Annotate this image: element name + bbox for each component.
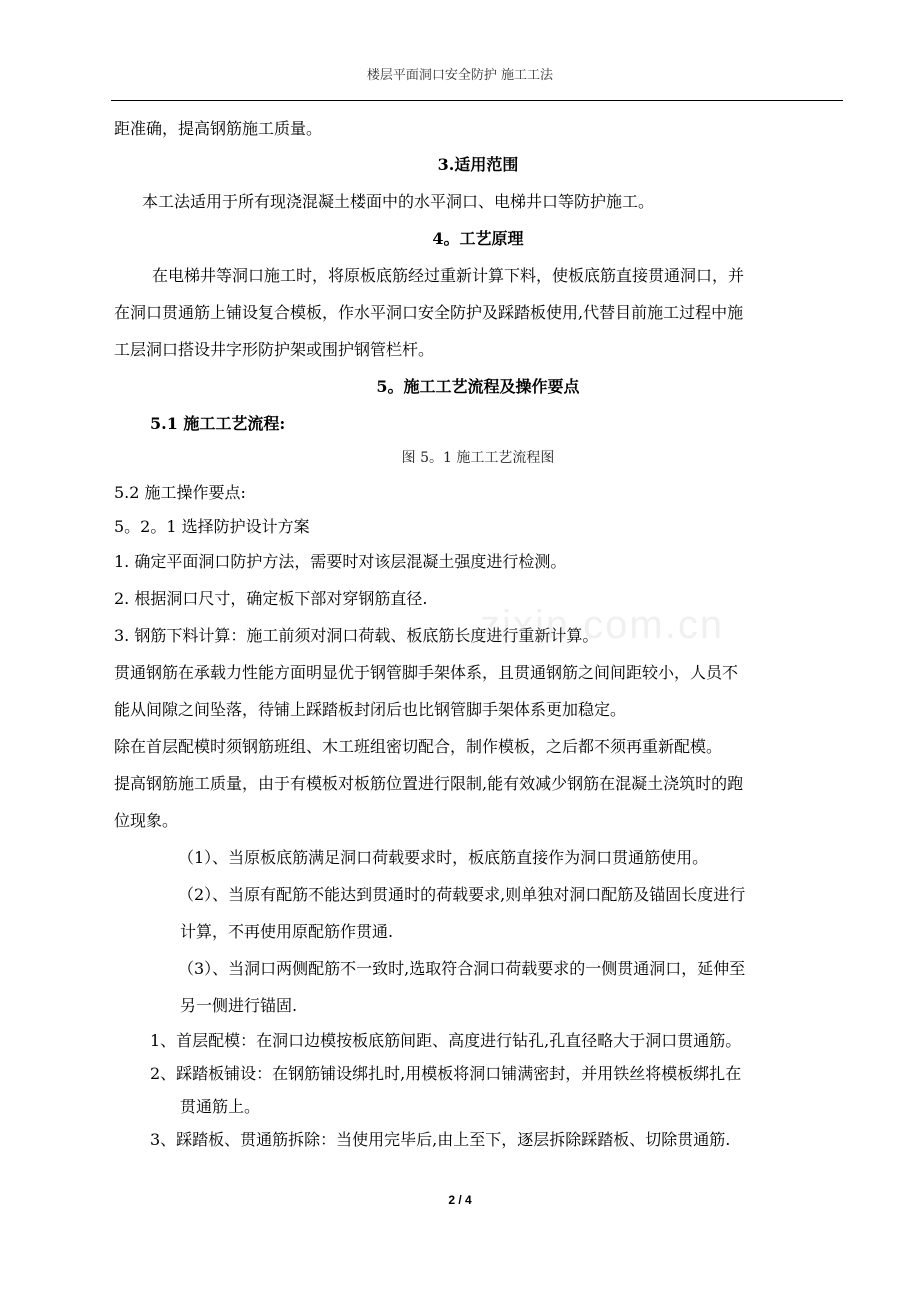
numbered-item: 1. 确定平面洞口防护方法，需要时对该层混凝土强度进行检测。 xyxy=(114,552,567,571)
numbered-item: 3. 钢筋下料计算：施工前须对洞口荷载、板底筋长度进行重新计算。 xyxy=(114,626,599,645)
subsection-heading-5-2-1: 5。2。1 选择防护设计方案 xyxy=(114,517,310,536)
paragraph-line: 工层洞口搭设井字形防护架或围护钢管栏杆。 xyxy=(114,340,435,359)
bullet-continuation: 另一侧进行锚固. xyxy=(180,996,298,1015)
step-item: 3、踩踏板、贯通筋拆除：当使用完毕后,由上至下，逐层拆除踩踏板、切除贯通筋. xyxy=(150,1130,731,1149)
paragraph-line: 距准确，提高钢筋施工质量。 xyxy=(114,119,323,138)
page-number: 2 / 4 xyxy=(448,1193,472,1207)
bullet-item: （1）、当原板底筋满足洞口荷载要求时，板底筋直接作为洞口贯通筋使用。 xyxy=(178,848,709,867)
subsection-heading-5-1: 5.1 施工工艺流程: xyxy=(150,414,286,433)
paragraph-line: 位现象。 xyxy=(114,811,179,830)
paragraph-line: 贯通钢筋在承载力性能方面明显优于钢管脚手架体系，且贯通钢筋之间间距较小，人员不 xyxy=(114,663,739,682)
paragraph-line: 在洞口贯通筋上铺设复合模板，作水平洞口安全防护及踩踏板使用,代替目前施工过程中施 xyxy=(114,303,744,322)
figure-caption: 图 5。1 施工工艺流程图 xyxy=(401,450,555,466)
section-heading-5: 5。施工工艺流程及操作要点 xyxy=(376,377,580,396)
document-body xyxy=(114,112,842,1156)
step-continuation: 贯通筋上。 xyxy=(180,1097,261,1116)
paragraph-line: 本工法适用于所有现浇混凝土楼面中的水平洞口、电梯井口等防护施工。 xyxy=(142,192,655,211)
section-heading-4: 4。工艺原理 xyxy=(432,229,524,248)
step-item: 2、踩踏板铺设：在钢筋铺设绑扎时,用模板将洞口铺满密封，并用铁丝将模板绑扎在 xyxy=(150,1064,742,1083)
page-header: 楼层平面洞口安全防护 施工工法 xyxy=(366,68,554,83)
step-item: 1、首层配模：在洞口边模按板底筋间距、高度进行钻孔,孔直径略大于洞口贯通筋。 xyxy=(150,1031,742,1050)
subsection-heading-5-2: 5.2 施工操作要点: xyxy=(114,483,246,502)
watermark: zixin.com.cn xyxy=(480,603,725,647)
paragraph-line: 提高钢筋施工质量，由于有模板对板筋位置进行限制,能有效减少钢筋在混凝土浇筑时的跑 xyxy=(114,774,744,793)
section-heading-3: 3.适用范围 xyxy=(437,155,519,174)
numbered-item: 2. 根据洞口尺寸，确定板下部对穿钢筋直径. xyxy=(114,589,428,608)
paragraph-line: 在电梯井等洞口施工时，将原板底筋经过重新计算下料，使板底筋直接贯通洞口，并 xyxy=(152,266,745,285)
paragraph-line: 能从间隙之间坠落，待铺上踩踏板封闭后也比钢管脚手架体系更加稳定。 xyxy=(114,700,627,719)
bullet-item: （2）、当原有配筋不能达到贯通时的荷载要求,则单独对洞口配筋及锚固长度进行 xyxy=(178,885,746,904)
bullet-continuation: 计算，不再使用原配筋作贯通. xyxy=(180,922,394,941)
header-divider xyxy=(111,100,843,101)
bullet-item: （3）、当洞口两侧配筋不一致时,选取符合洞口荷载要求的一侧贯通洞口，延伸至 xyxy=(178,959,746,978)
paragraph-line: 除在首层配模时须钢筋班组、木工班组密切配合，制作模板，之后都不须再重新配模。 xyxy=(114,737,723,756)
